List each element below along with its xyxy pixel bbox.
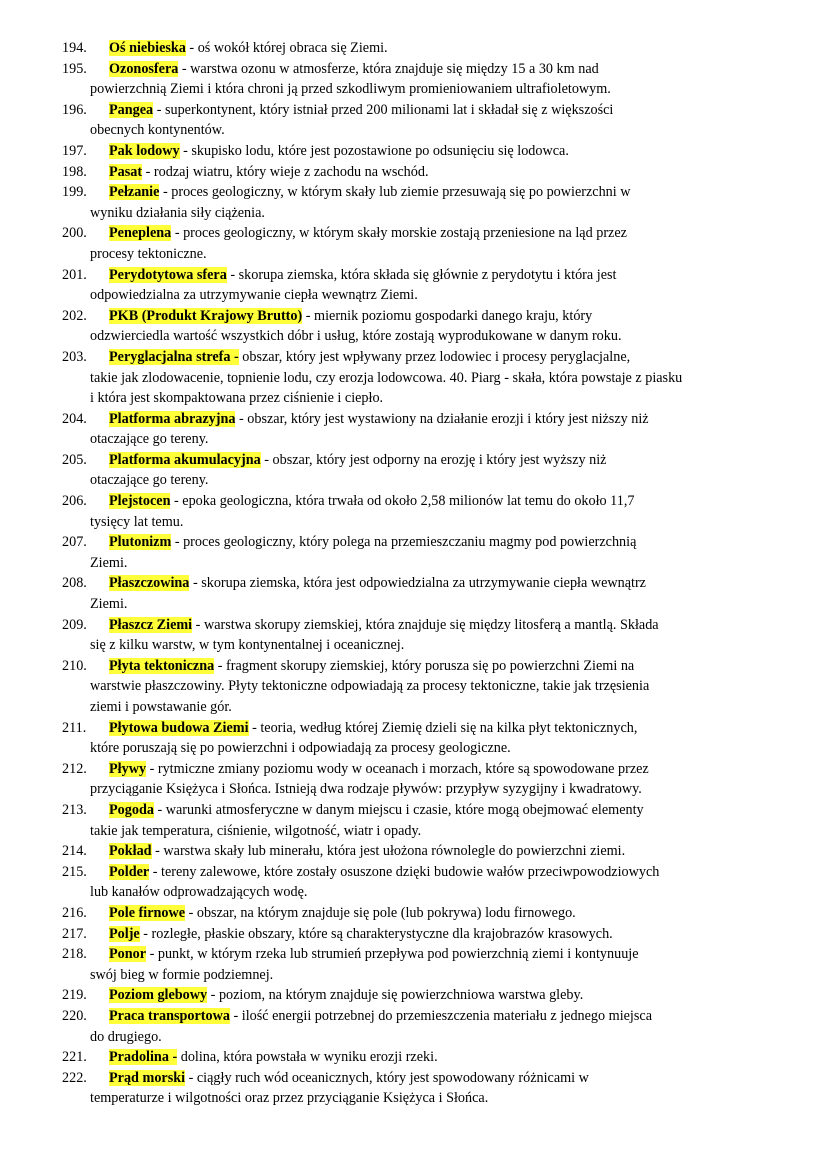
entry-line bbox=[109, 450, 606, 471]
entry-first-line bbox=[62, 409, 788, 430]
entry-definition-continuation: i która jest skompaktowana przez ciśnienie i ciepło. bbox=[90, 390, 384, 407]
entry-term-highlighted: Peneplena bbox=[109, 225, 172, 242]
entry-number: 204. bbox=[62, 410, 87, 427]
entry-definition-continuation: się z kilku warstw, w tym kontynentalnej i oceanicznej. bbox=[90, 637, 405, 654]
entry-term-highlighted: Płytowa budowa Ziemi bbox=[109, 719, 249, 736]
entry-first-line bbox=[62, 450, 788, 471]
glossary-entry bbox=[62, 347, 788, 409]
entry-term-highlighted: Pełzanie bbox=[109, 184, 160, 201]
entry-line bbox=[109, 944, 639, 965]
entry-first-line bbox=[62, 532, 788, 553]
entry-term-highlighted: Pogoda bbox=[109, 801, 154, 818]
glossary-entry bbox=[62, 450, 788, 491]
entry-first-line bbox=[62, 1068, 788, 1089]
glossary-entry bbox=[62, 615, 788, 656]
entry-number: 201. bbox=[62, 266, 87, 283]
glossary-entry bbox=[62, 59, 788, 100]
entry-line bbox=[109, 903, 576, 924]
entry-definition: - oś wokół której obraca się Ziemi. bbox=[185, 40, 388, 56]
entry-term-highlighted: Płyta tektoniczna bbox=[109, 657, 215, 674]
entry-first-line bbox=[62, 265, 788, 286]
entry-line bbox=[109, 59, 599, 80]
entry-number: 208. bbox=[62, 575, 87, 592]
entry-definition: obszar, który jest wpływany przez lodowiec i procesy peryglacjalne, bbox=[238, 348, 631, 365]
glossary-entry bbox=[62, 862, 788, 903]
glossary-entry bbox=[62, 903, 788, 924]
entry-line bbox=[109, 841, 625, 862]
entry-line bbox=[109, 182, 631, 203]
entry-term-highlighted: Pradolina - bbox=[109, 1049, 178, 1066]
entry-line bbox=[109, 532, 636, 553]
entry-definition-continuation: Ziemi. bbox=[90, 554, 128, 571]
entry-first-line bbox=[62, 38, 788, 59]
entry-first-line bbox=[62, 985, 788, 1006]
entry-term-highlighted: Płaszczowina bbox=[109, 575, 190, 592]
entry-number: 200. bbox=[62, 225, 87, 242]
entry-definition-continuation: które poruszają się po powierzchni i odpowiadają za procesy geologiczne. bbox=[90, 740, 511, 757]
glossary-entry bbox=[62, 924, 788, 945]
entry-definition-continuation: odzwierciedla wartość wszystkich dóbr i usług, które zostają wyprodukowane w danym roku. bbox=[90, 328, 622, 345]
entry-definition: - obszar, który jest wystawiony na działanie erozji i który jest niższy niż bbox=[235, 410, 649, 427]
entry-number: 213. bbox=[62, 801, 87, 818]
glossary-entry bbox=[62, 985, 788, 1006]
entry-number: 199. bbox=[62, 184, 87, 201]
entry-definition: - rodzaj wiatru, który wieje z zachodu na wschód. bbox=[142, 163, 429, 180]
entry-number: 214. bbox=[62, 843, 87, 860]
entry-term-highlighted: Poziom glebowy bbox=[109, 987, 208, 1004]
entry-definition: - skupisko lodu, które jest pozostawione po odsunięciu się lodowca. bbox=[179, 142, 569, 159]
entry-number: 203. bbox=[62, 348, 87, 365]
entry-definition: - proces geologiczny, w którym skały morskie zostają przeniesione na ląd przez bbox=[171, 225, 627, 242]
entry-line bbox=[109, 718, 637, 739]
entry-number: 221. bbox=[62, 1049, 87, 1066]
entry-first-line bbox=[62, 924, 788, 945]
entry-number: 219. bbox=[62, 987, 87, 1004]
entry-term-highlighted: Platforma abrazyjna bbox=[109, 410, 236, 427]
entry-first-line bbox=[62, 573, 788, 594]
entry-definition-continuation: warstwie płaszczowiny. Płyty tektoniczne odpowiadają za procesy tektoniczne, takie jak trzęsienia bbox=[90, 678, 650, 695]
entry-line bbox=[109, 1047, 438, 1068]
entry-number: 212. bbox=[62, 760, 87, 777]
entry-definition: - ciągły ruch wód oceanicznych, który jest spowodowany różnicami w bbox=[185, 1069, 589, 1086]
entry-definition-continuation: otaczające go tereny. bbox=[90, 431, 209, 448]
entry-definition-continuation: procesy tektoniczne. bbox=[90, 245, 207, 262]
entry-number: 216. bbox=[62, 904, 87, 921]
glossary-entry bbox=[62, 573, 788, 614]
entry-number: 202. bbox=[62, 307, 87, 324]
entry-term-highlighted: Polder bbox=[109, 863, 150, 880]
entry-line bbox=[109, 759, 649, 780]
entry-definition: - miernik poziomu gospodarki danego kraju, który bbox=[302, 307, 593, 324]
entry-definition-continuation: Ziemi. bbox=[90, 596, 128, 613]
entry-first-line bbox=[62, 759, 788, 780]
entry-line bbox=[109, 985, 583, 1006]
entry-term-highlighted: Polje bbox=[109, 925, 140, 942]
entry-term-highlighted: Pływy bbox=[109, 760, 147, 777]
entry-first-line bbox=[62, 862, 788, 883]
entry-number: 217. bbox=[62, 925, 87, 942]
entry-definition: - ilość energii potrzebnej do przemieszczenia materiału z jednego miejsca bbox=[229, 1007, 652, 1024]
entry-number: 206. bbox=[62, 493, 87, 510]
entry-definition-continuation: odpowiedzialna za utrzymywanie ciepła wewnątrz Ziemi. bbox=[90, 287, 418, 304]
entry-first-line bbox=[62, 718, 788, 739]
entry-definition-continuation: do drugiego. bbox=[90, 1028, 162, 1045]
entry-term-highlighted: Oś niebieska bbox=[109, 40, 186, 56]
glossary-entry bbox=[62, 1047, 788, 1068]
entry-first-line bbox=[62, 944, 788, 965]
entry-line bbox=[109, 862, 659, 883]
entry-line bbox=[109, 409, 649, 430]
entry-first-line bbox=[62, 223, 788, 244]
entry-term-highlighted: Pak lodowy bbox=[109, 142, 180, 159]
entry-definition-continuation: wyniku działania siły ciążenia. bbox=[90, 204, 265, 221]
entry-definition: - rytmiczne zmiany poziomu wody w oceanach i morzach, które są spowodowane przez bbox=[146, 760, 649, 777]
glossary-entry bbox=[62, 409, 788, 450]
entry-term-highlighted: Prąd morski bbox=[109, 1069, 186, 1086]
glossary-entry bbox=[62, 182, 788, 223]
entry-number: 211. bbox=[62, 719, 87, 736]
glossary-entry bbox=[62, 100, 788, 141]
glossary-entry bbox=[62, 800, 788, 841]
entry-definition: - proces geologiczny, który polega na przemieszczaniu magmy pod powierzchnią bbox=[171, 534, 637, 551]
entry-definition: - rozległe, płaskie obszary, które są charakterystyczne dla krajobrazów krasowych. bbox=[139, 925, 613, 942]
entry-first-line bbox=[62, 306, 788, 327]
entry-definition: - skorupa ziemska, która składa się głównie z perydotytu i która jest bbox=[226, 266, 617, 283]
glossary-entry bbox=[62, 1068, 788, 1109]
entry-definition-continuation: przyciąganie Księżyca i Słońca. Istnieją dwa rodzaje pływów: przypływ syzygijny i kwadratowy. bbox=[90, 781, 642, 798]
entry-definition-continuation: ziemi i powstawanie gór. bbox=[90, 699, 232, 715]
entry-definition: - skorupa ziemska, która jest odpowiedzialna za utrzymywanie ciepła wewnątrz bbox=[189, 575, 646, 592]
entry-definition: - warstwa skorupy ziemskiej, która znajduje się między litosferą a mantlą. Składa bbox=[192, 616, 659, 633]
entry-first-line bbox=[62, 491, 788, 512]
entry-line bbox=[109, 800, 644, 821]
entry-definition: - poziom, na którym znajduje się powierzchniowa warstwa gleby. bbox=[207, 987, 584, 1004]
glossary-entry bbox=[62, 656, 788, 718]
glossary-entry bbox=[62, 718, 788, 759]
entry-number: 218. bbox=[62, 946, 87, 963]
entry-number: 215. bbox=[62, 863, 87, 880]
entry-term-highlighted: Płaszcz Ziemi bbox=[109, 616, 193, 633]
entry-definition-continuation: takie jak zlodowacenie, topnienie lodu, czy erozja lodowcowa. 40. Piarg - skała, która powstaje z piasku bbox=[90, 369, 683, 386]
entry-definition-continuation: powierzchnią Ziemi i która chroni ją przed szkodliwym promieniowaniem ultrafioletowym. bbox=[90, 81, 611, 98]
glossary-entry bbox=[62, 759, 788, 800]
glossary-entry bbox=[62, 265, 788, 306]
entry-definition-continuation: otaczające go tereny. bbox=[90, 472, 209, 489]
entry-definition: - warstwa ozonu w atmosferze, która znajduje się między 15 a 30 km nad bbox=[178, 60, 599, 77]
entry-number: 205. bbox=[62, 451, 87, 468]
entry-first-line bbox=[62, 162, 788, 183]
entry-line bbox=[109, 38, 388, 59]
entry-definition-continuation: tysięcy lat temu. bbox=[90, 513, 184, 530]
entry-definition-continuation: swój bieg w formie podziemnej. bbox=[90, 966, 274, 983]
entry-term-highlighted: Plutonizm bbox=[109, 534, 172, 551]
entry-term-highlighted: Perydotytowa sfera bbox=[109, 266, 227, 283]
entry-definition: - teoria, według której Ziemię dzieli się na kilka płyt tektonicznych, bbox=[248, 719, 638, 736]
entry-definition-continuation: obecnych kontynentów. bbox=[90, 122, 225, 139]
entry-first-line bbox=[62, 59, 788, 80]
entry-first-line bbox=[62, 100, 788, 121]
entry-first-line bbox=[62, 615, 788, 636]
entry-line bbox=[109, 347, 630, 368]
glossary-entry bbox=[62, 223, 788, 264]
entry-definition: - epoka geologiczna, która trwała od około 2,58 milionów lat temu do około 11,7 bbox=[170, 493, 635, 510]
entry-term-highlighted: Pole firnowe bbox=[109, 904, 186, 921]
entry-line bbox=[109, 573, 646, 594]
entry-term-highlighted: Praca transportowa bbox=[109, 1007, 230, 1024]
entry-definition-continuation: lub kanałów odprowadzających wodę. bbox=[90, 884, 308, 901]
entry-definition: - obszar, który jest odporny na erozję i który jest wyższy niż bbox=[260, 451, 607, 468]
glossary-entry bbox=[62, 944, 788, 985]
entry-number: 210. bbox=[62, 657, 87, 674]
entry-definition-continuation: temperaturze i wilgotności oraz przez przyciąganie Księżyca i Słońca. bbox=[90, 1090, 489, 1107]
entry-first-line bbox=[62, 656, 788, 677]
entry-first-line bbox=[62, 800, 788, 821]
entry-line bbox=[109, 491, 635, 512]
entry-definition-continuation: takie jak temperatura, ciśnienie, wilgotność, wiatr i opady. bbox=[90, 822, 422, 839]
entry-definition: - warstwa skały lub minerału, która jest ułożona równolegle do powierzchni ziemi. bbox=[151, 843, 626, 860]
entry-first-line bbox=[62, 1047, 788, 1068]
entry-line bbox=[109, 1006, 652, 1027]
entry-line bbox=[109, 1068, 589, 1089]
entry-term-highlighted: Ozonosfera bbox=[109, 60, 179, 77]
entry-term-highlighted: Pasat bbox=[109, 163, 143, 180]
entry-number: 220. bbox=[62, 1007, 87, 1024]
entry-line bbox=[109, 223, 627, 244]
entry-first-line bbox=[62, 841, 788, 862]
glossary-entry bbox=[62, 1006, 788, 1047]
glossary-entry bbox=[62, 841, 788, 862]
entry-line bbox=[109, 924, 613, 945]
entry-number: 196. bbox=[62, 101, 87, 118]
entry-definition: - fragment skorupy ziemskiej, który porusza się po powierzchni Ziemi na bbox=[214, 657, 635, 674]
entry-line bbox=[109, 306, 592, 327]
glossary-entry bbox=[62, 141, 788, 162]
entry-definition: dolina, która powstała w wyniku erozji rzeki. bbox=[177, 1049, 438, 1066]
glossary-entry bbox=[62, 532, 788, 573]
entry-line bbox=[109, 656, 634, 677]
entry-line bbox=[109, 615, 659, 636]
entry-definition: - obszar, na którym znajduje się pole (lub pokrywa) lodu firnowego. bbox=[185, 904, 576, 921]
glossary-entry bbox=[62, 38, 788, 59]
entry-number: 198. bbox=[62, 163, 87, 180]
entry-first-line bbox=[62, 1006, 788, 1027]
entry-term-highlighted: Plejstocen bbox=[109, 493, 171, 510]
entry-definition: - warunki atmosferyczne w danym miejscu i czasie, które mogą obejmować elementy bbox=[153, 801, 644, 818]
entry-first-line bbox=[62, 903, 788, 924]
entry-definition: - superkontynent, który istniał przed 200 milionami lat i składał się z większości bbox=[153, 101, 614, 118]
entry-term-highlighted: PKB (Produkt Krajowy Brutto) bbox=[109, 307, 303, 324]
entry-line bbox=[109, 141, 569, 162]
entry-number: 194. bbox=[62, 40, 87, 56]
entry-number: 197. bbox=[62, 142, 87, 159]
entry-term-highlighted: Peryglacjalna strefa - bbox=[109, 348, 239, 365]
entry-first-line bbox=[62, 347, 788, 368]
glossary-entry bbox=[62, 491, 788, 532]
glossary-entry bbox=[62, 306, 788, 347]
entry-number: 195. bbox=[62, 60, 87, 77]
entry-term-highlighted: Ponor bbox=[109, 946, 147, 963]
entry-line bbox=[109, 162, 429, 183]
entry-first-line bbox=[62, 141, 788, 162]
entry-term-highlighted: Pokład bbox=[109, 843, 152, 860]
glossary-entry bbox=[62, 162, 788, 183]
entry-first-line bbox=[62, 182, 788, 203]
entry-number: 222. bbox=[62, 1069, 87, 1086]
entry-definition: - punkt, w którym rzeka lub strumień przepływa pod powierzchnią ziemi i kontynuuje bbox=[146, 946, 639, 963]
entry-number: 209. bbox=[62, 616, 87, 633]
entry-definition: - tereny zalewowe, które zostały osuszone dzięki budowie wałów przeciwpowodziowych bbox=[149, 863, 660, 880]
entry-number: 207. bbox=[62, 534, 87, 551]
entry-line bbox=[109, 265, 616, 286]
entry-definition: - proces geologiczny, w którym skały lub ziemie przesuwają się po powierzchni w bbox=[159, 184, 631, 201]
entry-term-highlighted: Platforma akumulacyjna bbox=[109, 451, 261, 468]
entry-line bbox=[109, 100, 613, 121]
entry-term-highlighted: Pangea bbox=[109, 101, 154, 118]
